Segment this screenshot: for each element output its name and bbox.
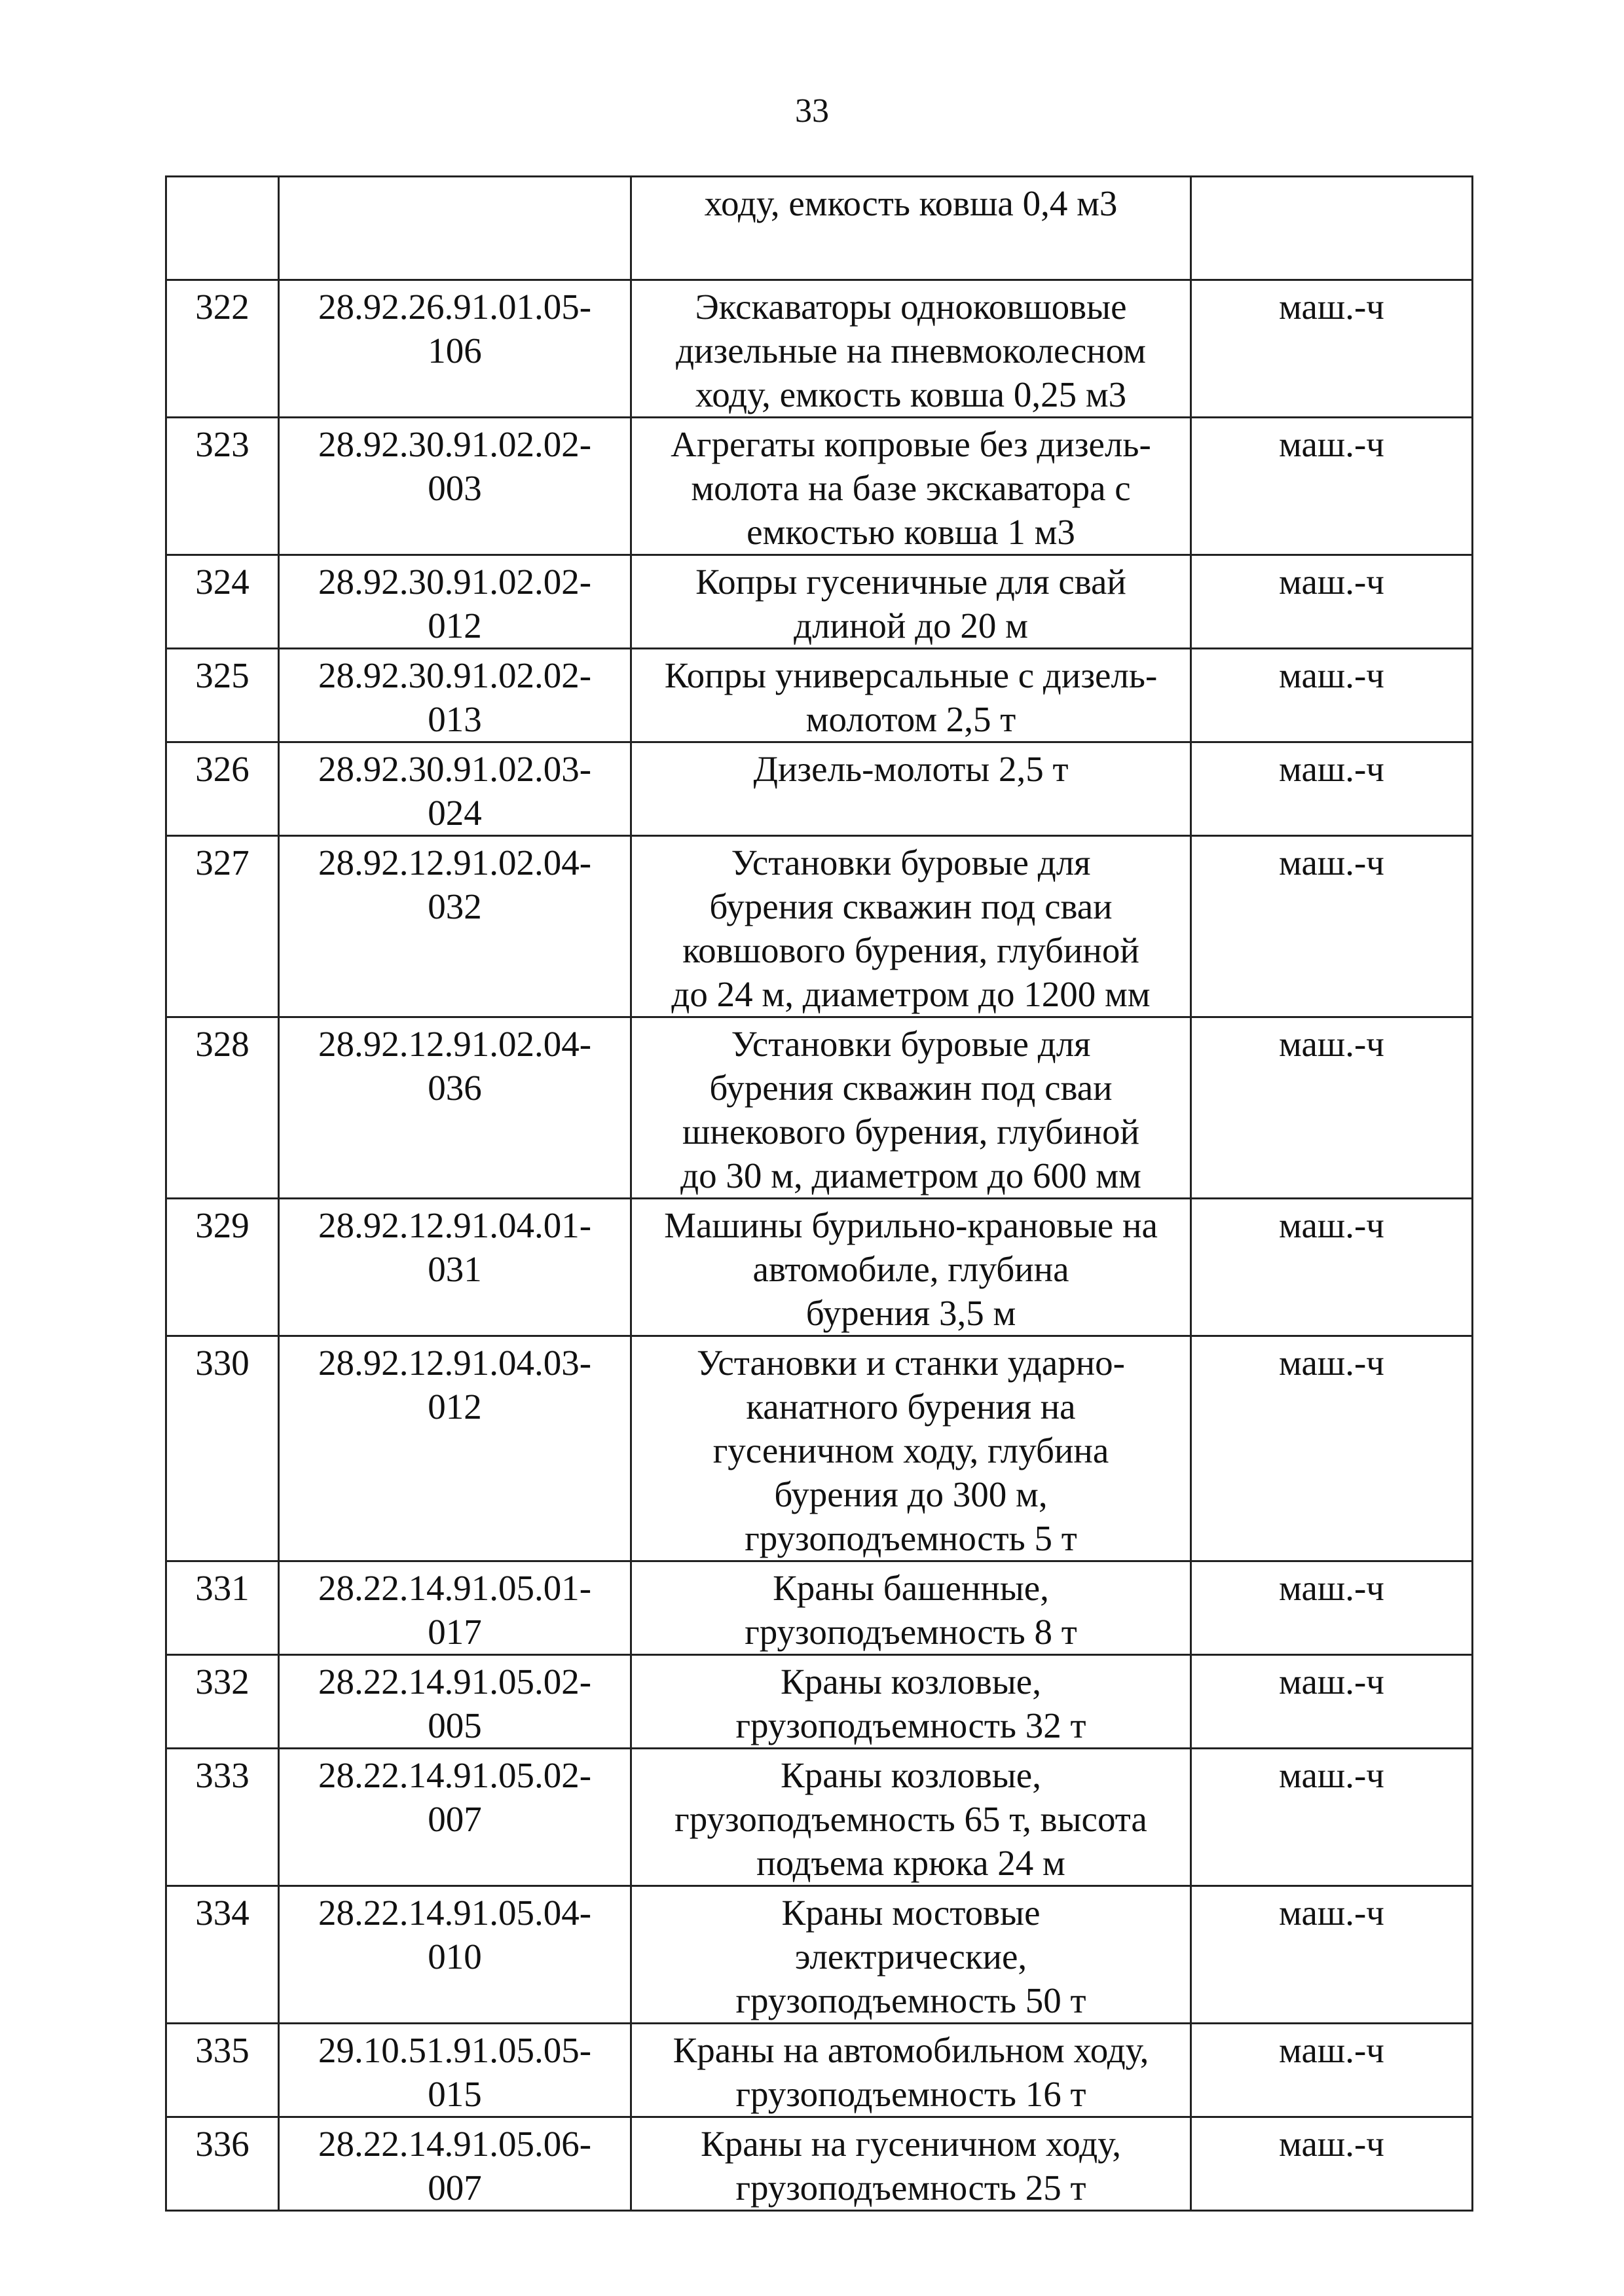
resource-name-line: Краны козловые,: [781, 1662, 1041, 1702]
unit-cell: маш.-ч: [1191, 555, 1473, 649]
unit-cell: маш.-ч: [1191, 836, 1473, 1017]
resource-code-line: 28.22.14.91.05.02-: [318, 1662, 592, 1702]
resource-name-cell: [631, 280, 1191, 418]
resource-code-line: 28.92.12.91.04.01-: [318, 1205, 592, 1245]
resource-name-cell: [631, 1886, 1191, 2024]
row-number-cell: 333: [166, 1749, 279, 1886]
resource-code-cell: [279, 2024, 631, 2117]
resource-name-line: Агрегаты копровые без дизель-: [671, 424, 1151, 464]
resource-name-cell: [631, 1561, 1191, 1655]
resource-name-line: дизельные на пневмоколесном: [676, 331, 1146, 371]
row-number-cell: [166, 177, 279, 280]
resource-name-line: Краны башенные,: [773, 1568, 1049, 1608]
resource-name-line: канатного бурения на: [746, 1387, 1076, 1427]
resource-name-line: Установки буровые для: [731, 843, 1091, 883]
resource-name-line: бурения скважин под сваи: [709, 886, 1113, 926]
resource-name-cell: [631, 418, 1191, 555]
unit-cell: маш.-ч: [1191, 418, 1473, 555]
resource-name-line: Копры универсальные с дизель-: [664, 655, 1158, 695]
resource-name-cell: [631, 555, 1191, 649]
resource-code-cell: [279, 1199, 631, 1336]
row-number-cell: 323: [166, 418, 279, 555]
resource-name-line: грузоподъемность 50 т: [735, 1980, 1086, 2020]
resource-name-line: шнекового бурения, глубиной: [682, 1112, 1139, 1152]
table-row: [166, 1336, 1473, 1561]
row-number-cell: 330: [166, 1336, 279, 1561]
resource-name-line: грузоподъемность 8 т: [745, 1612, 1077, 1652]
resource-code-cell: [279, 742, 631, 836]
unit-cell: маш.-ч: [1191, 1017, 1473, 1199]
resource-code-cell: [279, 1336, 631, 1561]
row-number-cell: 322: [166, 280, 279, 418]
resource-name-line: грузоподъемность 25 т: [735, 2168, 1086, 2208]
page-number: 33: [795, 92, 829, 130]
table-row: [166, 1017, 1473, 1199]
row-number-cell: 328: [166, 1017, 279, 1199]
unit-cell: маш.-ч: [1191, 742, 1473, 836]
resource-name-cell: [631, 1655, 1191, 1749]
resource-name-line: бурения до 300 м,: [774, 1474, 1048, 1514]
table-row: [166, 2117, 1473, 2211]
unit-cell: маш.-ч: [1191, 1561, 1473, 1655]
resource-name-line: грузоподъемность 32 т: [735, 1705, 1086, 1745]
resource-name-line: подъема крюка 24 м: [756, 1843, 1065, 1883]
resource-code-cell: [279, 1561, 631, 1655]
resource-code-line: 003: [428, 468, 482, 508]
resource-name-line: ходу, емкость ковша 0,25 м3: [695, 374, 1127, 414]
resource-code-line: 28.22.14.91.05.04-: [318, 1893, 592, 1933]
unit-cell: маш.-ч: [1191, 2024, 1473, 2117]
table-row: [166, 1749, 1473, 1886]
resource-name-cell: [631, 177, 1191, 280]
row-number-cell: 326: [166, 742, 279, 836]
table-row: [166, 1199, 1473, 1336]
row-number-cell: 325: [166, 649, 279, 742]
row-number-cell: 335: [166, 2024, 279, 2117]
resource-code-cell: [279, 1886, 631, 2024]
resource-code-line: 012: [428, 606, 482, 646]
resource-code-line: 036: [428, 1068, 482, 1108]
resource-code-line: 017: [428, 1612, 482, 1652]
unit-cell: маш.-ч: [1191, 1749, 1473, 1886]
unit-cell: маш.-ч: [1191, 649, 1473, 742]
resource-code-line: 015: [428, 2074, 482, 2114]
resource-code-cell: [279, 1749, 631, 1886]
resource-code-line: 28.92.30.91.02.02-: [318, 655, 592, 695]
resource-name-line: молотом 2,5 т: [805, 699, 1016, 739]
resource-code-line: 28.92.30.91.02.03-: [318, 749, 592, 789]
table-row: [166, 649, 1473, 742]
resource-code-cell: [279, 1017, 631, 1199]
resource-name-line: Дизель-молоты 2,5 т: [753, 749, 1069, 789]
resource-name-line: до 30 м, диаметром до 600 мм: [680, 1156, 1141, 1195]
resource-name-line: грузоподъемность 16 т: [735, 2074, 1086, 2114]
resource-code-line: 012: [428, 1387, 482, 1427]
resource-code-line: 29.10.51.91.05.05-: [318, 2030, 592, 2070]
resource-code-line: 013: [428, 699, 482, 739]
resource-code-cell: [279, 836, 631, 1017]
resource-code-cell: [279, 177, 631, 280]
resource-code-line: 28.92.30.91.02.02-: [318, 562, 592, 602]
resource-name-line: молота на базе экскаватора с: [691, 468, 1131, 508]
resource-name-line: автомобиле, глубина: [752, 1249, 1069, 1289]
resource-name-line: грузоподъемность 65 т, высота: [674, 1799, 1147, 1839]
resource-name-line: Установки и станки ударно-: [697, 1343, 1125, 1383]
table-body: [166, 177, 1473, 2211]
resource-code-cell: [279, 2117, 631, 2211]
row-number-cell: 336: [166, 2117, 279, 2211]
resource-name-cell: [631, 2024, 1191, 2117]
resource-name-line: Краны на автомобильном ходу,: [673, 2030, 1149, 2070]
resource-name-line: грузоподъемность 5 т: [745, 1518, 1077, 1558]
unit-cell: маш.-ч: [1191, 280, 1473, 418]
resource-name-line: Краны на гусеничном ходу,: [701, 2124, 1121, 2164]
resource-code-cell: [279, 280, 631, 418]
row-number-cell: 334: [166, 1886, 279, 2024]
unit-cell: маш.-ч: [1191, 2117, 1473, 2211]
resource-name-line: бурения скважин под сваи: [709, 1068, 1113, 1108]
table-row: [166, 177, 1473, 280]
resource-code-line: 010: [428, 1937, 482, 1977]
row-number-cell: 329: [166, 1199, 279, 1336]
resource-name-cell: [631, 742, 1191, 836]
resource-name-line: Краны козловые,: [781, 1755, 1041, 1795]
table-row: [166, 742, 1473, 836]
resource-code-line: 106: [428, 331, 482, 371]
resource-name-cell: [631, 2117, 1191, 2211]
resource-name-line: Машины бурильно-крановые на: [664, 1205, 1158, 1245]
table-row: [166, 1561, 1473, 1655]
unit-cell: маш.-ч: [1191, 1199, 1473, 1336]
resource-code-cell: [279, 649, 631, 742]
resource-name-cell: [631, 1199, 1191, 1336]
row-number-cell: 332: [166, 1655, 279, 1749]
row-number-cell: 327: [166, 836, 279, 1017]
table-row: [166, 418, 1473, 555]
resource-code-line: 007: [428, 2168, 482, 2208]
resource-code-line: 032: [428, 886, 482, 926]
unit-cell: маш.-ч: [1191, 1336, 1473, 1561]
table-row: [166, 836, 1473, 1017]
table-row: [166, 280, 1473, 418]
resource-name-line: Экскаваторы одноковшовые: [695, 287, 1127, 327]
resource-code-line: 28.22.14.91.05.06-: [318, 2124, 592, 2164]
row-number-cell: 331: [166, 1561, 279, 1655]
resource-name-line: Краны мостовые: [781, 1893, 1041, 1933]
resource-code-line: 28.22.14.91.05.01-: [318, 1568, 592, 1608]
resource-name-line: гусеничном ходу, глубина: [712, 1430, 1109, 1470]
table-row: [166, 555, 1473, 649]
resource-name-line: бурения 3,5 м: [805, 1293, 1016, 1333]
resource-name-line: длиной до 20 м: [794, 606, 1028, 646]
resource-name-cell: [631, 1336, 1191, 1561]
table-row: [166, 1655, 1473, 1749]
resource-code-line: 28.92.12.91.02.04-: [318, 1024, 592, 1064]
resource-name-line: электрические,: [794, 1937, 1027, 1977]
resource-code-line: 28.92.30.91.02.02-: [318, 424, 592, 464]
resource-name-cell: [631, 649, 1191, 742]
resource-code-line: 28.92.12.91.02.04-: [318, 843, 592, 883]
resource-code-line: 031: [428, 1249, 482, 1289]
resource-name-cell: [631, 1017, 1191, 1199]
unit-cell: маш.-ч: [1191, 1886, 1473, 2024]
resource-name-line: емкостью ковша 1 м3: [747, 512, 1075, 552]
resource-name-line: ходу, емкость ковша 0,4 м3: [704, 183, 1118, 223]
resource-code-line: 007: [428, 1799, 482, 1839]
resource-code-line: 28.92.26.91.01.05-: [318, 287, 592, 327]
table-row: [166, 2024, 1473, 2117]
resource-code-line: 28.92.12.91.04.03-: [318, 1343, 592, 1383]
resource-code-line: 28.22.14.91.05.02-: [318, 1755, 592, 1795]
resource-name-cell: [631, 836, 1191, 1017]
resource-code-cell: [279, 555, 631, 649]
resource-code-cell: [279, 418, 631, 555]
machinery-table: [165, 175, 1473, 2212]
resource-name-line: Установки буровые для: [731, 1024, 1091, 1064]
table-row: [166, 1886, 1473, 2024]
row-number-cell: 324: [166, 555, 279, 649]
resource-name-line: до 24 м, диаметром до 1200 мм: [671, 974, 1151, 1014]
resource-name-cell: [631, 1749, 1191, 1886]
unit-cell: [1191, 177, 1473, 280]
resource-code-line: 024: [428, 793, 482, 833]
unit-cell: маш.-ч: [1191, 1655, 1473, 1749]
resource-code-cell: [279, 1655, 631, 1749]
resource-code-line: 005: [428, 1705, 482, 1745]
resource-name-line: ковшового бурения, глубиной: [682, 930, 1139, 970]
resource-name-line: Копры гусеничные для свай: [695, 562, 1126, 602]
